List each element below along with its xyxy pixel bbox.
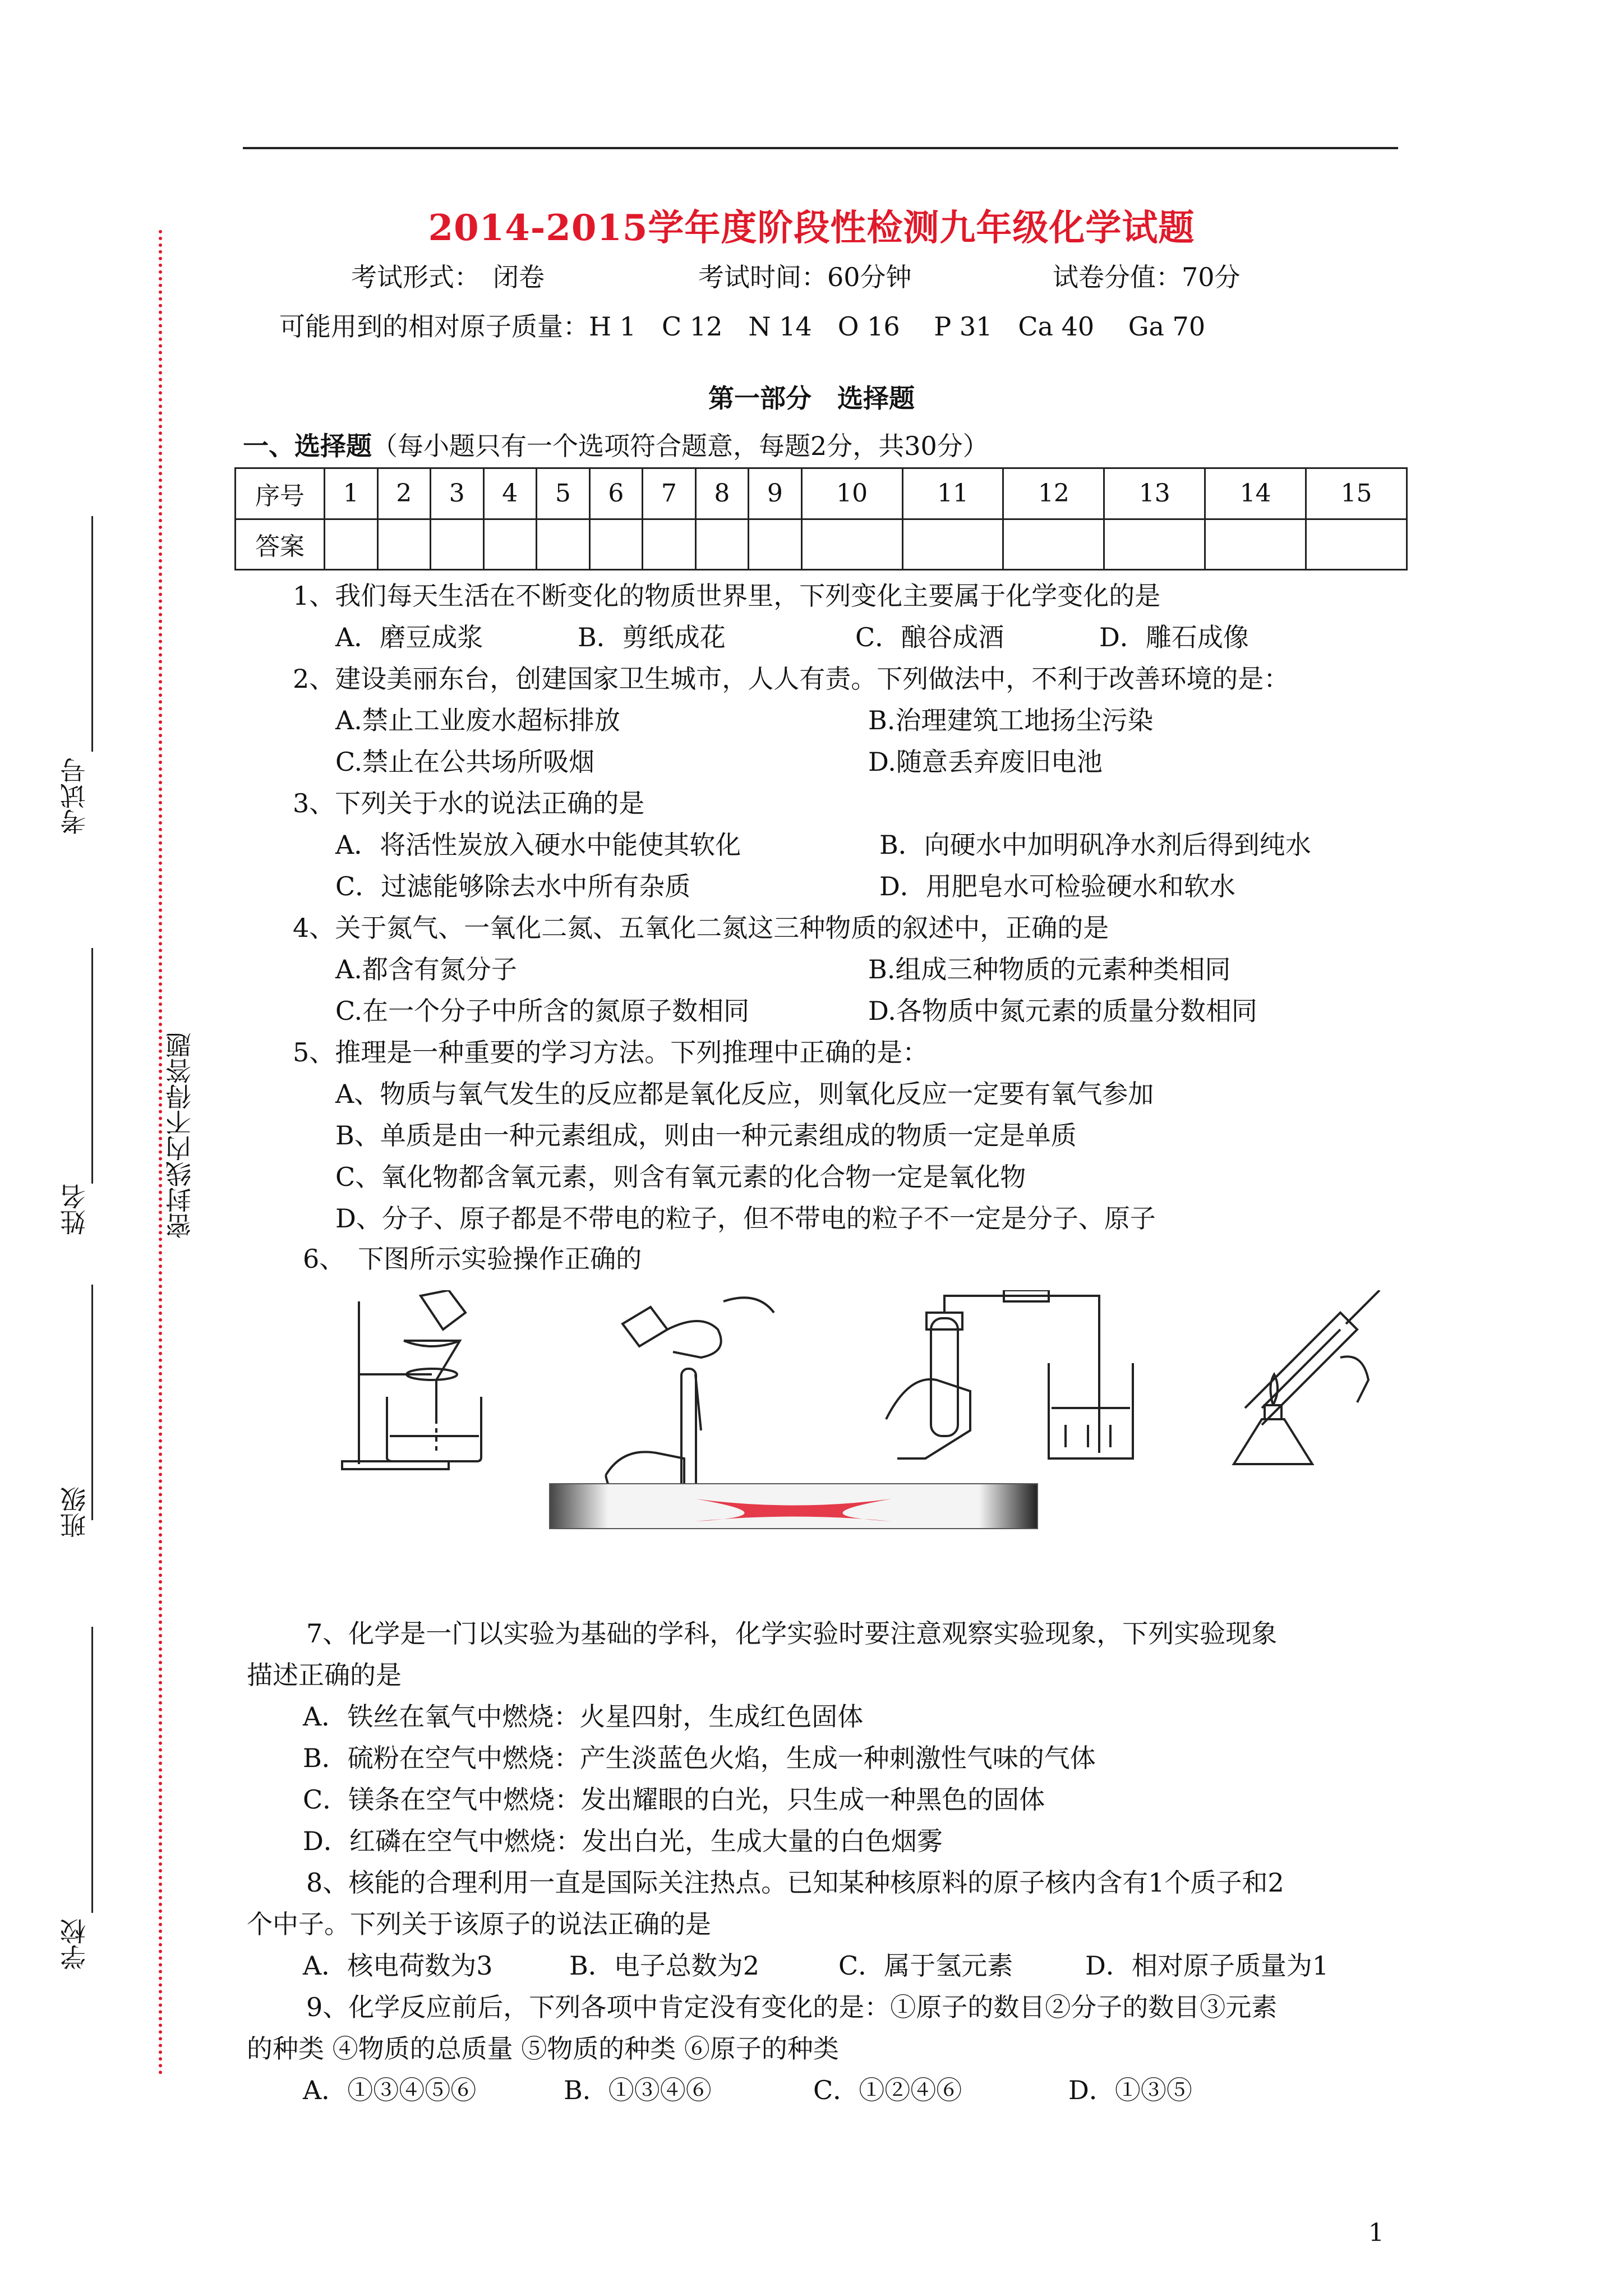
q8-stem-line2: 个中子。下列关于该原子的说法正确的是 <box>247 1909 711 1939</box>
q4-option-d: D.各物质中氮元素的质量分数相同 <box>868 996 1257 1026</box>
q6-figure-row <box>336 1290 1469 1537</box>
q6-stem: 6、 下图所示实验操作正确的 <box>303 1244 642 1274</box>
pouring-liquid-icon <box>606 1297 774 1503</box>
q2-option-a: A.禁止工业废水超标排放 <box>335 705 620 735</box>
exam-time: 考试时间：60分钟 <box>698 262 912 292</box>
q3-stem: 3、下列关于水的说法正确的是 <box>293 788 645 818</box>
answer-cell[interactable] <box>1104 519 1205 570</box>
q7-option-a: A．铁丝在氧气中燃烧：火星四射，生成红色固体 <box>303 1701 864 1732</box>
q5-stem: 5、推理是一种重要的学习方法。下列推理中正确的是： <box>293 1037 929 1068</box>
number-cell: 10 <box>801 468 902 519</box>
q5-option-a: A、物质与氧气发生的反应都是氧化反应，则氧化反应一定要有氧气参加 <box>335 1079 1154 1109</box>
q7-option-c: C．镁条在空气中燃烧：发出耀眼的白光，只生成一种黑色的固体 <box>303 1784 1045 1815</box>
answer-cell[interactable] <box>589 519 643 570</box>
q2-option-d: D.随意丢弃废旧电池 <box>868 747 1103 777</box>
number-cell: 3 <box>431 468 484 519</box>
row-label-number: 序号 <box>236 468 325 519</box>
number-cell: 12 <box>1003 468 1104 519</box>
answer-cell[interactable] <box>325 519 378 570</box>
page-number: 1 <box>1368 2219 1384 2247</box>
answer-cell[interactable] <box>643 519 696 570</box>
header-rule <box>243 147 1398 149</box>
q1-option-d: D．雕石成像 <box>1099 622 1249 652</box>
number-cell: 13 <box>1104 468 1205 519</box>
answer-cell[interactable] <box>695 519 749 570</box>
answer-cell[interactable] <box>801 519 902 570</box>
q3-option-a: A．将活性炭放入硬水中能使其软化 <box>335 830 741 860</box>
answer-cell[interactable] <box>1205 519 1306 570</box>
name-label: 姓名 <box>59 1184 90 1235</box>
answer-table-number-row <box>236 468 1407 519</box>
part-heading-note: （每小题只有一个选项符合题意，每题2分，共30分） <box>372 431 989 461</box>
q9-option-b: B．①③④⑥ <box>564 2075 712 2105</box>
q4-option-c: C.在一个分子中所含的氮原子数相同 <box>335 996 750 1026</box>
answer-cell[interactable] <box>1306 519 1407 570</box>
q7-option-d: D．红磷在空气中燃烧：发出白光，生成大量的白色烟雾 <box>303 1826 943 1856</box>
q5-option-b: B、单质是由一种元素组成，则由一种元素组成的物质一定是单质 <box>335 1120 1077 1151</box>
q9-option-a: A．①③④⑤⑥ <box>303 2075 477 2105</box>
heating-test-tube-icon <box>1234 1290 1380 1464</box>
number-cell: 11 <box>902 468 1003 519</box>
q1-stem: 1、我们每天生活在不断变化的物质世界里，下列变化主要属于化学变化的是 <box>293 581 1161 611</box>
answer-cell[interactable] <box>431 519 484 570</box>
number-cell: 4 <box>483 468 537 519</box>
q4-option-b: B.组成三种物质的元素种类相同 <box>868 954 1231 984</box>
exam-title: 2014-2015学年度阶段性检测九年级化学试题 <box>428 207 1195 249</box>
q5-option-d: D、分子、原子都是不带电的粒子，但不带电的粒子不一定是分子、原子 <box>335 1203 1156 1234</box>
class-underline[interactable] <box>91 1285 93 1520</box>
atomic-masses: 可能用到的相对原子质量：H 1 C 12 N 14 O 16 P 31 Ca 40 Ga 70 <box>279 311 1206 342</box>
number-cell: 14 <box>1205 468 1306 519</box>
section-title: 第一部分 选择题 <box>708 383 915 413</box>
q1-option-b: B．剪纸成花 <box>578 622 726 652</box>
q8-stem-line1: 8、核能的合理利用一直是国际关注热点。已知某种核原料的原子核内含有1个质子和2 <box>306 1867 1284 1898</box>
q3-option-d: D．用肥皂水可检验硬水和软水 <box>879 871 1235 901</box>
name-underline[interactable] <box>91 948 93 1184</box>
q5-option-c: C、氧化物都含氧元素，则含有氧元素的化合物一定是氧化物 <box>335 1162 1026 1192</box>
filtration-apparatus-icon <box>342 1290 481 1469</box>
q8-option-d: D．相对原子质量为1 <box>1085 1950 1329 1981</box>
q3-option-b: B．向硬水中加明矾净水剂后得到纯水 <box>879 830 1311 860</box>
answer-cell[interactable] <box>537 519 590 570</box>
q2-option-c: C.禁止在公共场所吸烟 <box>335 747 595 777</box>
class-label: 班级 <box>59 1487 90 1538</box>
exam-score: 试卷分值：70分 <box>1053 262 1241 292</box>
q2-option-b: B.治理建筑工地扬尘污染 <box>868 705 1154 735</box>
answer-table <box>234 467 1408 570</box>
answer-cell[interactable] <box>483 519 537 570</box>
exam-no-label: 考试号 <box>59 757 90 835</box>
q7-stem-line2: 描述正确的是 <box>247 1660 402 1690</box>
q9-stem-line1: 9、化学反应前后，下列各项中肯定没有变化的是：①原子的数目②分子的数目③元素 <box>306 1992 1278 2022</box>
number-cell: 1 <box>325 468 378 519</box>
q8-option-a: A．核电荷数为3 <box>303 1950 493 1981</box>
q4-stem: 4、关于氮气、一氧化二氮、五氧化二氮这三种物质的叙述中，正确的是 <box>293 913 1109 943</box>
exam-form: 考试形式： 闭卷 <box>351 262 545 292</box>
q1-option-c: C．酿谷成酒 <box>855 622 1004 652</box>
answer-cell[interactable] <box>902 519 1003 570</box>
airtightness-check-icon <box>886 1290 1133 1458</box>
number-cell: 7 <box>643 468 696 519</box>
number-cell: 2 <box>377 468 431 519</box>
q8-option-c: C．属于氢元素 <box>838 1950 1013 1981</box>
part-heading <box>243 426 989 463</box>
q4-option-a: A.都含有氮分子 <box>335 954 517 984</box>
row-label-answer: 答案 <box>236 519 325 570</box>
q2-stem: 2、建设美丽东台，创建国家卫生城市，人人有责。下列做法中，不利于改善环境的是： <box>293 664 1290 694</box>
q7-option-b: B．硫粉在空气中燃烧：产生淡蓝色火焰，生成一种刺激性气味的气体 <box>303 1743 1096 1773</box>
school-underline[interactable] <box>91 1627 93 1913</box>
school-label: 学校 <box>59 1918 90 1970</box>
exam-no-underline[interactable] <box>91 516 93 752</box>
answer-cell[interactable] <box>377 519 431 570</box>
q3-option-c: C．过滤能够除去水中所有杂质 <box>335 871 691 901</box>
q9-option-d: D．①③⑤ <box>1068 2075 1192 2105</box>
q7-stem-line1: 7、化学是一门以实验为基础的学科，化学实验时要注意观察实验现象，下列实验现象 <box>306 1618 1278 1649</box>
number-cell: 8 <box>695 468 749 519</box>
number-cell: 5 <box>537 468 590 519</box>
q1-option-a: A．磨豆成浆 <box>335 622 483 652</box>
q9-option-c: C．①②④⑥ <box>813 2075 962 2105</box>
number-cell: 15 <box>1306 468 1407 519</box>
part-heading-label: 一、选择题 <box>243 431 372 461</box>
number-cell: 9 <box>749 468 802 519</box>
q8-option-b: B．电子总数为2 <box>569 1950 760 1981</box>
q9-stem-line2: 的种类 ④物质的总质量 ⑤物质的种类 ⑥原子的种类 <box>247 2033 839 2064</box>
answer-cell[interactable] <box>1003 519 1104 570</box>
answer-table-answer-row <box>236 519 1407 570</box>
seal-notice: 密封线内不得答题 <box>165 1032 195 1239</box>
answer-cell[interactable] <box>749 519 802 570</box>
number-cell: 6 <box>589 468 643 519</box>
